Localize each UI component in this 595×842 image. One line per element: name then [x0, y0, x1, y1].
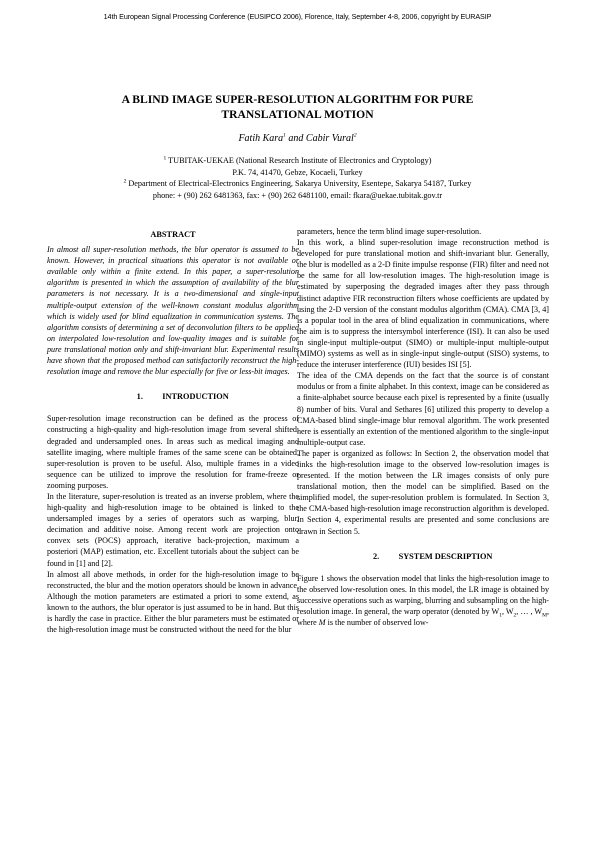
abstract-text: In almost all super-resolution methods, the blur operator is assumed to be known. However, in practical situations this operator is not available or available only within a finite extend. In this paper, a super-resolution algorithm is presented in which the assumption of availability of the blur parameters is not necessary. It is a two-dimensional and single-input multiple-output extension of the well-known constant modulus algorithm which is widely used for blind equalization in communication systems. The algorithm consists of determining a set of deconvolution filters to be applied on interpolated low-resolution and low-quality images and is suitable for pure translational motion only and shift-invariant blur. Experimental results have shown that the proposed method can satisfactorily reconstruct the high-resolution image and remove the blur especially for five or less-bit images.: [47, 245, 299, 377]
paper-title: [60, 92, 535, 122]
intro-paragraph-3: In almost all above methods, in order for the high-resolution image to be reconstructed, the blur and the motion operators should be known in advance. Although the motion parameters are estimated a priori to some extend, as known to the authors, the blur operator is just assumed to be in hand. But this is hardly the case in practice. Either the blur parameters must be estimated or the high-resolution image must be constructed without the need for the blur: [47, 569, 299, 635]
author-1-mark: 1: [283, 132, 286, 139]
right-paragraph-5: [297, 573, 549, 628]
authors-and: and: [288, 133, 304, 144]
affiliation-1-mark: 1: [163, 155, 167, 162]
author-2-mark: 2: [353, 132, 357, 139]
authors: [60, 133, 535, 144]
p5-sub-m: M: [542, 612, 547, 619]
affiliation-1-text: TUBITAK-UEKAE (National Research Institute of Electronics and Cryptology): [168, 156, 432, 165]
p5-text-c: , … , W: [516, 607, 543, 616]
title-line-2: TRANSLATIONAL MOTION: [221, 108, 374, 121]
right-paragraph-4: The paper is organized as follows: In Section 2, the observation model that links the high-resolution image to the observed low-resolution images is presented. If the motion between the LR images consists of only pure translational motion, then the model can be simplified. Based on the simplified model, the super-resolution problem is formulated. In Section 3, the CMA-based high-resolution image reconstruction algorithm is developed. In Section 4, experimental results are presented and some conclusions are drawn in Section 5.: [297, 448, 549, 536]
right-paragraph-1: parameters, hence the term blind image super-resolution.: [297, 227, 482, 236]
author-2: Cabir Vural: [305, 133, 354, 144]
title-line-1: A BLIND IMAGE SUPER-RESOLUTION ALGORITHM FOR PURE: [121, 93, 474, 106]
p5-sub-1: 1: [499, 612, 502, 619]
affiliations: [30, 155, 565, 201]
affiliation-1-line-2: P.K. 74, 41470, Gebze, Kocaeli, Turkey: [232, 167, 363, 177]
p5-italic-m: M: [318, 618, 326, 628]
section-1-number: 1.: [136, 392, 143, 402]
p5-text-b: , W: [501, 607, 514, 616]
p5-text-a: Figure 1 shows the observation model that links the high-resolution image to the observed low-resolution ones. In this model, the LR image is obtained by successive operations such as warping, blurring and subsampling on the high-resolution image. In general, the warp operator (denoted by W: [297, 573, 549, 616]
right-paragraph-3: The idea of the CMA depends on the fact that the source is of constant modulus or from a finite alphabet. In this context, image can be considered as a finite-alphabet source because each pixel is represented by a finite (usually 8) number of bits. Vural and Sethares [6] utilized this property to develop a CMA-based blind single-image blur removal algorithm. The work presented here is essentially an extention of the mentioned algorithm to the single-input multiple-output case.: [297, 371, 549, 447]
p5-text-e: is the number of observed low-: [325, 618, 429, 628]
section-1-title: INTRODUCTION: [162, 392, 229, 402]
intro-paragraph-1: Super-resolution image reconstruction can be defined as the process of constructing a high-quality and high-resolution image from several shifted, degraded and undersampled ones. In areas such as medical imaging and satellite imaging, where multiple frames of the same scene can be obtained, super-resolution is proven to be useful. Also, multiple frames in a video sequence can be utilized to improve the resolution for frame-freeze or zooming purposes.: [47, 414, 299, 490]
section-1-heading: [47, 391, 299, 402]
section-2-title: SYSTEM DESCRIPTION: [398, 551, 493, 561]
p5-text-d: , where: [297, 607, 549, 628]
section-2-heading: [297, 551, 549, 562]
left-column: [47, 229, 299, 635]
affiliation-2-line-1: [30, 178, 565, 190]
right-paragraph-2: In this work, a blind super-resolution image reconstruction method is developed for pure translational motion and shift-invariant blur. Generally, the blur is modelled as a 2-D finite impulse response (FIR) filter and need not be the same for all low-resolution images. The high-resolution image is estimated by superposing the degraded images after they pass through distinct adaptive FIR reconstruction filters whose coefficients are updated by using the 2-D version of the constant modulus algorithm (CMA). CMA [3, 4] is a popular tool in the area of blind equalization in communications, where the aim is to suppress the intersymbol interference (ISI). It can also be used in single-input multiple-output (SIMO) or multiple-input multiple-output (MIMO) systems as well as in single-input single-output (SISO) systems, to reduce the interuser interference (IUI) besides ISI [5].: [297, 238, 549, 370]
section-2-number: 2.: [372, 551, 380, 561]
author-1: Fatih Kara: [238, 133, 284, 144]
intro-paragraph-2: In the literature, super-resolution is treated as an inverse problem, where the high-quality and high-resolution image to be obtained is linked to the undersampled images by a series of operators such as warping, blur, decimation and additive noise. Among recent work are projection onto convex sets (POCS) approach, iterative back-projection, maximum a posteriori (MAP) estimation, etc. Excellent tutorials about the subject can be found in [1] and [2].: [47, 491, 299, 568]
right-column: [297, 226, 549, 628]
abstract-heading: ABSTRACT: [150, 230, 196, 239]
p5-sub-2: 2: [513, 612, 517, 619]
affiliation-2-mark: 2: [123, 178, 127, 185]
affiliation-2-line-2: phone: + (90) 262 6481363, fax: + (90) 262 6481100, email: fkara@uekae.tubitak.gov.tr: [152, 190, 443, 200]
affiliation-1-line-1: [30, 155, 565, 167]
conference-header: 14th European Signal Processing Conference (EUSIPCO 2006), Florence, Italy, September 4-8, 2006, copyright by EURASIP: [103, 12, 492, 21]
affiliation-2-text: Department of Electrical-Electronics Engineering, Sakarya University, Esentepe, Sakarya 54187, Turkey: [128, 179, 472, 189]
